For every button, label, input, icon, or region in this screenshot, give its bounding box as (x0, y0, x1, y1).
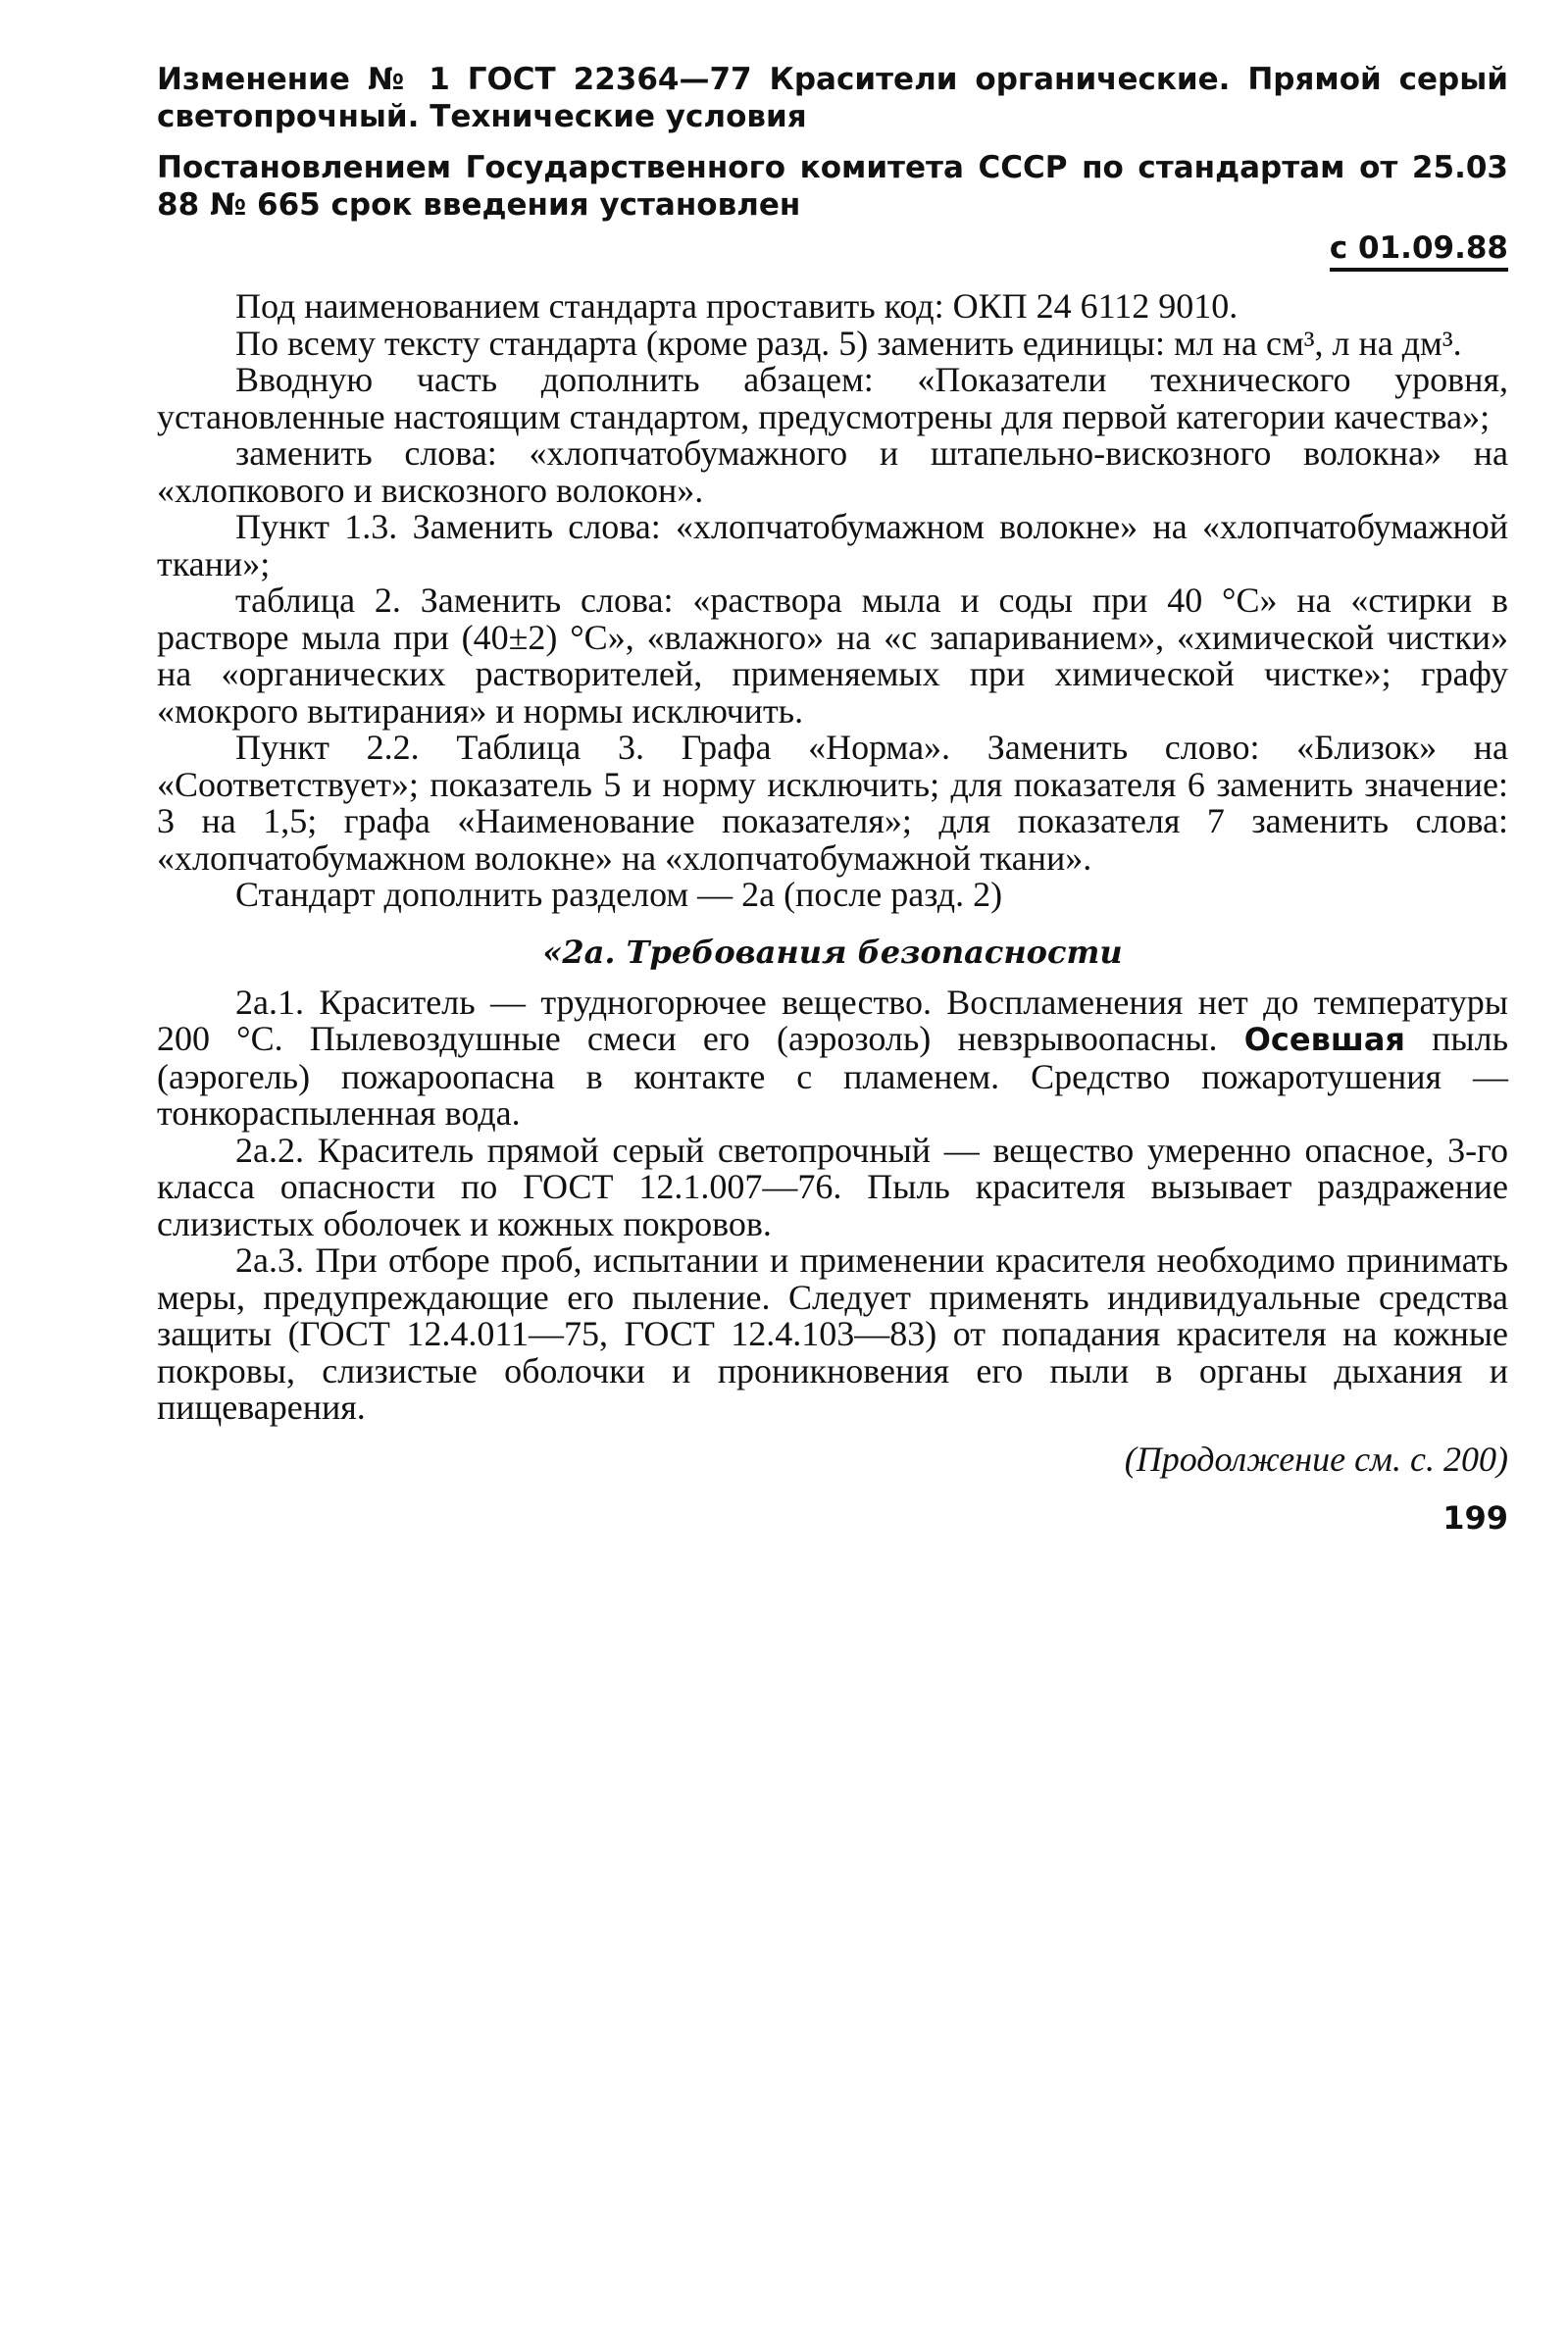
document-page (157, 61, 1508, 1537)
paragraph-8: Стандарт дополнить разделом — 2а (после разд. 2) (235, 875, 1003, 914)
decree-line: Постановлением Государственного комитета СССР по стандартам от 25.03 88 № 665 срок введения установлен (157, 150, 1508, 223)
effective-date-line (157, 229, 1508, 267)
section-paragraph-1 (157, 982, 1508, 1133)
paragraph-7: Пункт 2.2. Таблица 3. Графа «Норма». Заменить слово: «Близок» на «Соответствует»; показатель 5 и норму исключить; для показателя 6 заменить значение: 3 на 1,5; графа «Наименование показателя»; для показателя 7 заменить слова: «хлопчатобумажном волокне» на «хлопчатобумажной ткани». (157, 728, 1508, 878)
section-title: «2а. Требования безопасности (542, 933, 1123, 971)
continuation-note: (Продолжение см. с. 200) (1124, 1439, 1508, 1479)
section-paragraph-2: 2а.2. Краситель прямой серый светопрочный — вещество умеренно опасное, 3-го класса опасности по ГОСТ 12.1.007—76. Пыль красителя вызывает раздражение слизистых оболочек и кожных покровов. (157, 1130, 1508, 1243)
paragraph-2: По всему тексту стандарта (кроме разд. 5) заменить единицы: мл на см³, л на дм³. (235, 323, 1462, 363)
page-number: 199 (1442, 1498, 1508, 1537)
section-paragraph-1-end: пыль (аэрогель) пожароопасна в контакте с пламенем. Средство пожаротушения — тонкораспыленная вода. (157, 1019, 1508, 1133)
paragraph-4: заменить слова: «хлопчатобумажного и штапельно-вискозного волокна» на «хлопкового и вискозного волокон». (157, 433, 1508, 510)
paragraph-5: Пункт 1.3. Заменить слова: «хлопчатобумажном волокне» на «хлопчатобумажной ткани»; (157, 507, 1508, 583)
effective-date: с 01.09.88 (1330, 230, 1508, 272)
paragraph-3: Вводную часть дополнить абзацем: «Показатели технического уровня, установленные настоящим стандартом, предусмотрены для первой категории качества»; (157, 360, 1508, 436)
paragraph-6: таблица 2. Заменить слова: «раствора мыла и соды при 40 °С» на «стирки в растворе мыла при (40±2) °С», «влажного» на «с запариванием», «химической чистки» на «органических растворителей, применяемых при химической чистке»; графу «мокрого вытирания» и нормы исключить. (157, 581, 1508, 731)
document-title: Изменение № 1 ГОСТ 22364—77 Красители органические. Прямой серый светопрочный. Технические условия (157, 62, 1508, 134)
paragraph-1: Под наименованием стандарта проставить код: ОКП 24 6112 9010. (235, 286, 1239, 326)
section-paragraph-3: 2а.3. При отборе проб, испытании и применении красителя необходимо принимать меры, предупреждающие его пыление. Следует применять индивидуальные средства защиты (ГОСТ 12.4.011—75, ГОСТ 12.4.103—83) от попадания красителя на кожные покровы, слизистые оболочки и проникновения его пыли в органы дыхания и пищеварения. (157, 1240, 1508, 1427)
section-paragraph-1-start: 2а.1. Краситель — трудногорючее вещество. Воспламенения нет до температуры 200 °С. Пылевоздушные смеси его (аэрозоль) невзрывоопасны. (157, 982, 1508, 1058)
section-paragraph-1-bold: Осевшая (1243, 1021, 1405, 1058)
